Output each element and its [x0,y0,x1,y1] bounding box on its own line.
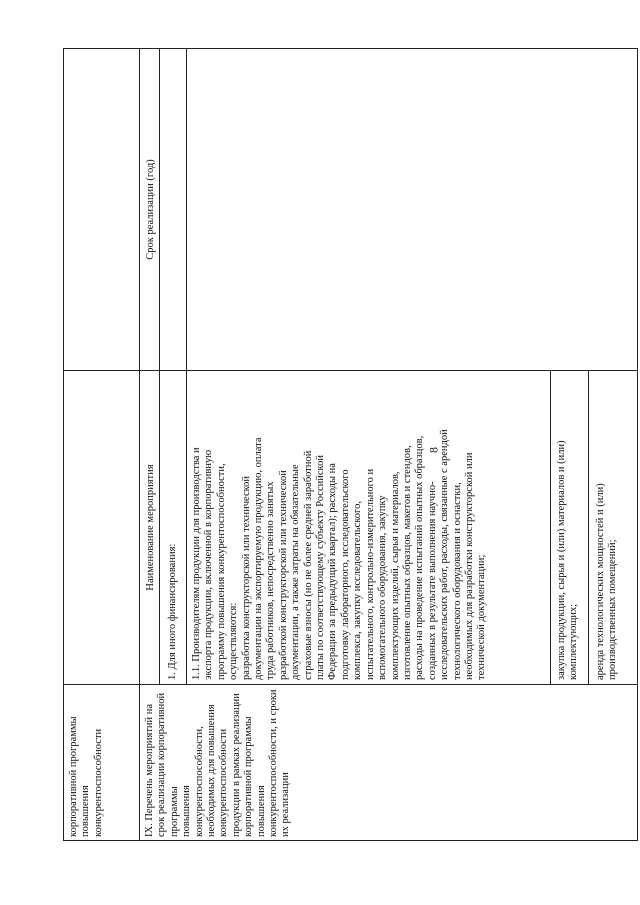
procurement-line: закупка продукции, сырья и (или) материалов и (или) [556,440,567,680]
item-1-1-line: платы по соответствующему субъекту Российской [315,455,327,680]
item-1-1-line: испытательного, контрольно-измерительного и [364,468,376,680]
section-divider [139,48,140,841]
procurement-cell [554,371,588,684]
page-number: 8 [426,447,441,453]
item-1-1-line: исследовательских работ, расходы, связанные с арендой [439,429,451,680]
section-ix-line: конкурентоспособности, [193,726,205,837]
section-ix-line: повышения [181,785,193,837]
section-ix-line: IX. Перечень мероприятий на [144,703,155,837]
table-border-top [63,48,64,841]
rental-line: аренда технологических мощностей и (или) [595,483,606,680]
section-ix-line: конкурентоспособности [218,728,230,837]
section-ix-line: программы [168,786,180,837]
item-1-1-line: разработкой конструкторской или технической [277,470,289,680]
item-1-1-line: подготовку лабораторного, исследовательского [339,469,351,680]
section-ix-line: их реализации [280,772,292,837]
item-1-1-line: программу повышения конкурентоспособности, [215,463,227,680]
item-1-1-line: расходы на проведение испытаний опытных образцов, [414,435,426,680]
item-1-1-line: документации на экспортируемую продукцию, оплата [253,437,265,680]
header-activity-name: Наименование мероприятия [145,464,156,591]
section-viii-line: корпоративной программы [68,716,79,837]
item-1-1-line: документации, а также затраты на обязательные [290,464,302,680]
item-1-1-line: 1.1. Производителям продукции для производства и [191,447,202,680]
item-1-1-line: изготовление опытных образцов, макетов и стендов, [401,445,413,680]
item-1-1-line: комплекса, закупку исследовательского, [352,501,364,680]
rotated-table-frame [63,48,638,841]
activities-table [63,48,638,841]
item-1-1-line: разработка конструкторской или технической [240,475,252,680]
item-1-1-line: страховые взносы (но не более средней заработной [302,450,314,680]
item-row-divider-2 [588,371,589,685]
financing-row-divider [186,48,187,685]
item-1-1-line: вспомогательного оборудования, закупку [377,495,389,680]
item-1-1-line: технической документации; [476,554,488,680]
section-viii-line: конкурентоспособности [92,728,104,837]
rental-line: производственных помещений; [607,539,619,680]
section-ix-line: необходимых для повышения [206,704,218,837]
item-1-1-cell [189,371,549,684]
table-border-bottom [637,48,638,841]
header-implementation-period: Срок реализации (год) [145,159,156,260]
section-viii-line: повышения [80,785,92,837]
section-ix-line: продукции в рамках реализации [230,693,242,837]
rental-cell [593,371,633,684]
section-ix-title-cell [142,685,442,841]
item-1-1-line: труда работников, непосредственно занятых [265,481,277,680]
item-1-1-line: созданных в результате выполнения научно- [426,481,438,680]
item-1-1-line: необходимых для разработки конструкторской или [463,452,475,680]
item-1-1-line: осуществляются: [228,602,240,680]
section-viii-tail-cell [66,685,139,841]
item-1-1-line: Федерации за предыдущий квартал); расходы на [327,463,339,680]
section-ix-line: корпоративной программы [243,716,255,837]
header-row-divider [159,48,160,685]
section-ix-line: повышения [255,785,267,837]
other-financing-row: 1. Для иного финансирования: [167,543,178,680]
section-ix-line: конкурентоспособности, и сроки [268,689,280,837]
item-1-1-line: экспорта продукции, включенной в корпоративную [203,449,215,680]
section-ix-line: срок реализации корпоративной [156,692,168,837]
item-1-1-line: технологического оборудования и оснастки, [451,482,463,680]
item-row-divider-1 [550,371,551,685]
item-1-1-line: комплектующих изделий, сырья и материалов, [389,471,401,680]
procurement-line: комплектующих; [568,603,580,680]
